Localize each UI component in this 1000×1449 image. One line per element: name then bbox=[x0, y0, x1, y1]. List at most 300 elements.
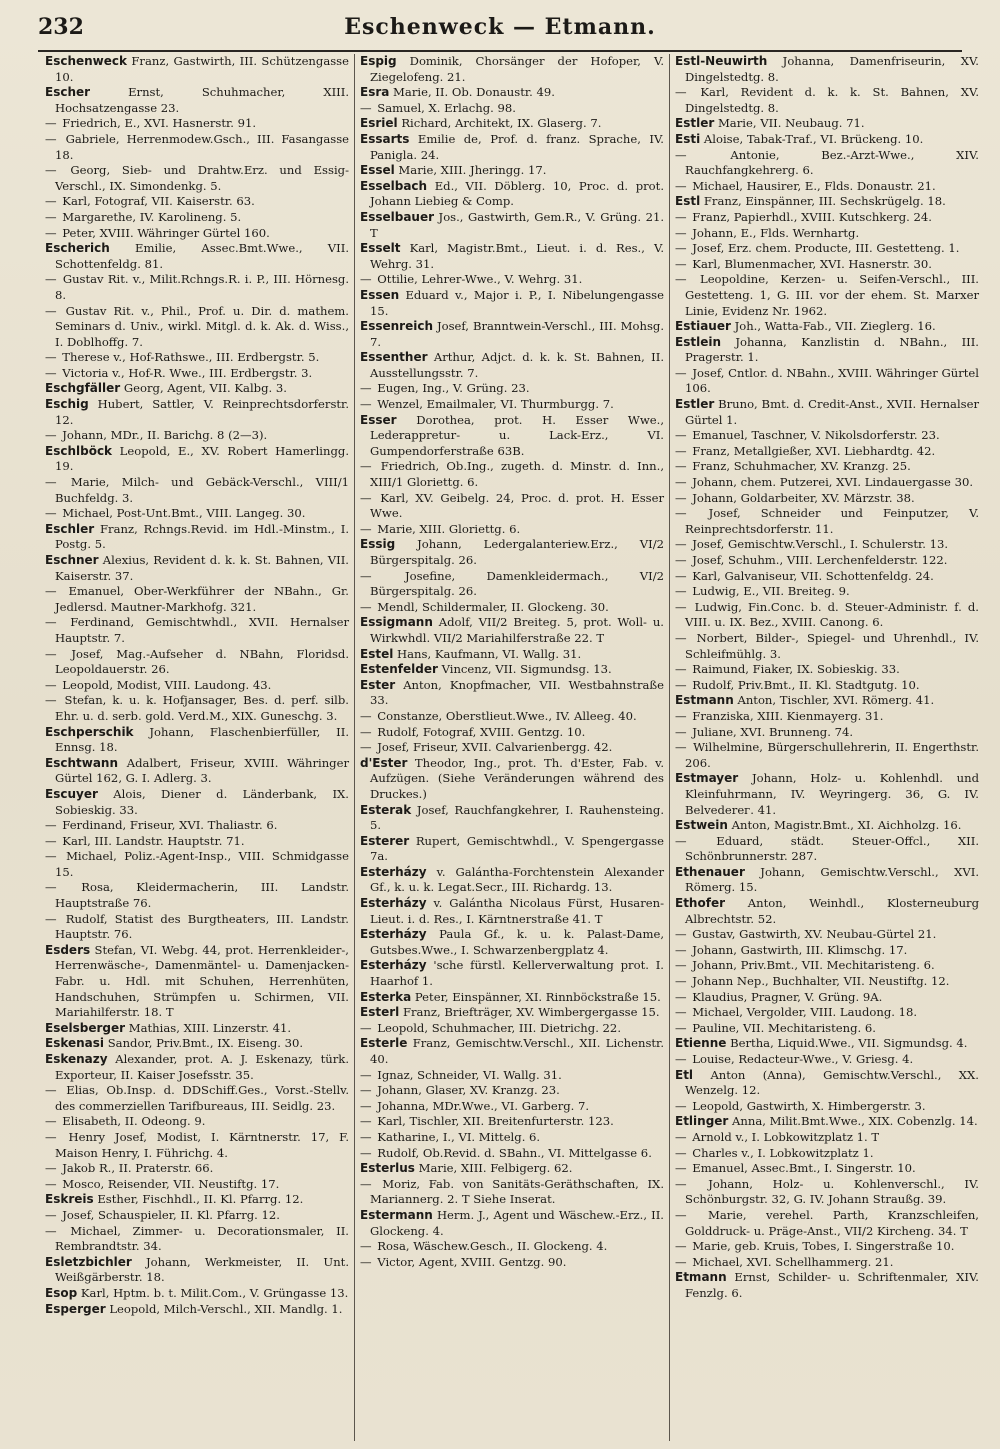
directory-entry bbox=[675, 506, 979, 537]
entry-details: Anton, Magistr.Bmt., XI. Aichholzg. 16. bbox=[731, 818, 962, 833]
entry-surname: Esterházy bbox=[360, 864, 427, 879]
ditto-dash: — bbox=[675, 272, 687, 287]
directory-entry bbox=[675, 1177, 979, 1208]
directory-entry bbox=[360, 1036, 664, 1067]
directory-entry bbox=[360, 615, 664, 646]
directory-entry bbox=[360, 491, 664, 522]
ditto-dash: — bbox=[45, 163, 57, 178]
directory-entry bbox=[45, 522, 349, 553]
directory-entry bbox=[360, 1083, 664, 1099]
entry-details: v. Galántha-Forchtenstein Alexander Gf., k. u. k. Legat.Secr., III. Richardg. 13. bbox=[370, 864, 665, 895]
ditto-dash: — bbox=[45, 272, 57, 287]
entry-details: 'sche fürstl. Kellerverwaltung prot. I. Haarhof 1. bbox=[370, 958, 664, 989]
directory-entry bbox=[45, 725, 349, 756]
directory-entry bbox=[360, 1255, 664, 1271]
directory-entry bbox=[360, 459, 664, 490]
entry-details: Marie, XIII. Gloriettg. 6. bbox=[377, 521, 521, 536]
entry-details: Esther, Fischhdl., II. Kl. Pfarrg. 12. bbox=[97, 1192, 304, 1207]
directory-entry bbox=[675, 958, 979, 974]
ditto-dash: — bbox=[675, 537, 687, 552]
entry-details: Peter, XVIII. Währinger Gürtel 160. bbox=[62, 225, 270, 240]
entry-details: Karl, Blumenmacher, XVI. Hasnerstr. 30. bbox=[692, 256, 932, 271]
entry-details: Karl, Revident d. k. k. St. Bahnen, XV. Dingelstedtg. 8. bbox=[685, 85, 980, 115]
directory-entry bbox=[45, 756, 349, 787]
entry-surname: Eschlböck bbox=[45, 443, 113, 458]
directory-entry bbox=[45, 475, 349, 506]
directory-entry bbox=[675, 475, 979, 491]
directory-entry bbox=[675, 54, 979, 85]
entry-details: Karl, Magistr.Bmt., Lieut. i. d. Res., V. Wehrg. 31. bbox=[370, 241, 664, 271]
entry-details: Anton (Anna), Gemischtw.Verschl., XX. Wenzelg. 12. bbox=[685, 1067, 979, 1098]
entry-surname: Espig bbox=[360, 54, 397, 68]
entry-details: Josef, Schauspieler, II. Kl. Pfarrg. 12. bbox=[62, 1207, 280, 1222]
entry-details: Eugen, Ing., V. Grüng. 23. bbox=[377, 381, 530, 396]
directory-entry bbox=[45, 132, 349, 163]
directory-entry bbox=[45, 85, 349, 116]
directory-entry bbox=[360, 1021, 664, 1037]
ditto-dash: — bbox=[675, 365, 687, 380]
entry-details: Emanuel, Ober-Werkführer der NBahn., Gr. Jedlersd. Mautner-Markhofg. 321. bbox=[55, 584, 349, 614]
directory-entry bbox=[675, 1146, 979, 1162]
entry-details: Georg, Sieb- und Drahtw.Erz. und Essig-Verschl., IX. Simondenkg. 5. bbox=[55, 163, 349, 193]
entry-details: Alois, Diener d. Länderbank, IX. Sobieskig. 33. bbox=[55, 786, 349, 817]
entry-details: Katharine, I., VI. Mittelg. 6. bbox=[377, 1129, 541, 1144]
directory-entry bbox=[45, 1021, 349, 1037]
entry-surname: Escherich bbox=[45, 241, 110, 256]
directory-entry bbox=[360, 1239, 664, 1255]
entry-surname: d'Ester bbox=[360, 755, 408, 770]
entry-surname: Estmann bbox=[675, 693, 734, 708]
entry-details: Karl, Hptm. b. t. Milit.Com., V. Grüngasse 13. bbox=[80, 1285, 349, 1300]
entry-surname: Ethofer bbox=[675, 896, 725, 911]
directory-entry bbox=[360, 756, 664, 803]
directory-entry bbox=[45, 428, 349, 444]
entry-surname: Estler bbox=[675, 116, 715, 131]
entry-surname: Etmann bbox=[675, 1270, 727, 1285]
entry-details: Josef, Friseur, XVII. Calvarienbergg. 42. bbox=[377, 740, 613, 755]
directory-entry bbox=[675, 1239, 979, 1255]
ditto-dash: — bbox=[675, 568, 687, 583]
entry-details: Ferdinand, Friseur, XVI. Thaliastr. 6. bbox=[62, 818, 278, 833]
entry-details: Marie, VII. Neubaug. 71. bbox=[717, 116, 865, 131]
entry-details: Karl, Fotograf, VII. Kaiserstr. 63. bbox=[62, 194, 255, 209]
ditto-dash: — bbox=[360, 459, 372, 474]
directory-entry bbox=[675, 865, 979, 896]
entry-details: Anton, Tischler, XVI. Römerg. 41. bbox=[737, 693, 935, 708]
ditto-dash: — bbox=[360, 100, 372, 115]
ditto-dash: — bbox=[675, 630, 687, 645]
directory-entry bbox=[45, 210, 349, 226]
entry-details: Anton, Weinhdl., Klosterneuburg Albrechtstr. 52. bbox=[685, 896, 979, 926]
entry-details: Gustav, Gastwirth, XV. Neubau-Gürtel 21. bbox=[692, 927, 937, 942]
ditto-dash: — bbox=[360, 1129, 372, 1144]
directory-entry bbox=[45, 397, 349, 428]
entry-details: Franz, Rchngs.Revid. im Hdl.-Minstm., I. Postg. 5. bbox=[55, 521, 350, 552]
entry-details: Victor, Agent, XVIII. Gentzg. 90. bbox=[377, 1254, 567, 1269]
entry-surname: Essig bbox=[360, 537, 396, 552]
directory-entry bbox=[45, 1161, 349, 1177]
entry-details: Marie, geb. Kruis, Tobes, I. Singerstraße 10. bbox=[692, 1239, 955, 1254]
entry-surname: Esterlus bbox=[360, 1161, 415, 1176]
entry-details: Alexander, prot. A. J. Eskenazy, türk. Exporteur, II. Kaiser Josefsstr. 35. bbox=[55, 1052, 350, 1082]
entry-details: Johann, Ledergalanteriew.Erz., VI/2 Bürgerspitalg. 26. bbox=[370, 537, 664, 567]
directory-entry bbox=[360, 740, 664, 756]
entry-surname: Estl bbox=[675, 194, 701, 209]
entry-surname: Eskenasi bbox=[45, 1036, 105, 1051]
entry-surname: Estwein bbox=[675, 818, 728, 833]
entry-details: Rosa, Kleidermacherin, III. Landstr. Hauptstraße 76. bbox=[55, 880, 349, 911]
entry-details: Josef, Gemischtw.Verschl., I. Schulerstr. 13. bbox=[692, 537, 949, 552]
directory-entry bbox=[45, 615, 349, 646]
entry-details: Aloise, Tabak-Traf., VI. Brückeng. 10. bbox=[703, 131, 924, 146]
ditto-dash: — bbox=[45, 911, 57, 926]
ditto-dash: — bbox=[360, 740, 372, 755]
directory-entry bbox=[675, 1208, 979, 1239]
directory-entry bbox=[360, 865, 664, 896]
directory-entry bbox=[45, 818, 349, 834]
entry-details: Elias, Ob.Insp. d. DDSchiff.Ges., Vorst.-Stellv. des commerziellen Tarifbureaus, III. Seidlg. 23. bbox=[55, 1083, 350, 1113]
entry-surname: Esselbach bbox=[360, 178, 428, 193]
directory-entry bbox=[675, 927, 979, 943]
ditto-dash: — bbox=[45, 350, 57, 365]
directory-entry bbox=[360, 600, 664, 616]
directory-entry bbox=[675, 990, 979, 1006]
ditto-dash: — bbox=[675, 974, 687, 989]
directory-entry bbox=[675, 272, 979, 319]
directory-entry bbox=[675, 257, 979, 273]
directory-entry bbox=[45, 1177, 349, 1193]
ditto-dash: — bbox=[675, 1129, 687, 1144]
entry-details: Johann Nep., Buchhalter, VII. Neustiftg. 12. bbox=[692, 974, 950, 989]
entry-details: Arnold v., I. Lobkowitzplatz 1. T bbox=[692, 1129, 880, 1144]
directory-entry bbox=[675, 1005, 979, 1021]
ditto-dash: — bbox=[675, 927, 687, 942]
directory-entry bbox=[45, 241, 349, 272]
directory-entry bbox=[675, 366, 979, 397]
directory-entry bbox=[675, 818, 979, 834]
ditto-dash: — bbox=[675, 1005, 687, 1020]
ditto-dash: — bbox=[45, 849, 57, 864]
ditto-dash: — bbox=[675, 553, 687, 567]
entry-details: Johann, Holz- u. Kohlenverschl., IV. Schönburgstr. 32, G. IV. Johann Straußg. 39. bbox=[685, 1176, 979, 1207]
directory-entry bbox=[675, 459, 979, 475]
entry-details: Ignaz, Schneider, VI. Wallg. 31. bbox=[377, 1067, 562, 1082]
directory-entry bbox=[360, 1161, 664, 1177]
ditto-dash: — bbox=[45, 693, 57, 708]
ditto-dash: — bbox=[45, 225, 57, 240]
entry-details: Johanna, Kanzlistin d. NBahn., III. Pragerstr. 1. bbox=[685, 334, 979, 365]
directory-entry bbox=[45, 506, 349, 522]
entry-surname: Esterka bbox=[360, 989, 412, 1004]
entry-details: Elisabeth, II. Odeong. 9. bbox=[62, 1114, 206, 1129]
entry-details: Karl, III. Landstr. Hauptstr. 71. bbox=[62, 833, 245, 848]
entry-details: Josef, Schneider und Feinputzer, V. Reinprechtsdorferstr. 11. bbox=[685, 506, 980, 536]
entry-details: Johann, Gastwirth, III. Klimschg. 17. bbox=[692, 942, 908, 957]
directory-entry bbox=[675, 1130, 979, 1146]
ditto-dash: — bbox=[45, 131, 57, 146]
directory-entry bbox=[360, 927, 664, 958]
entry-details: Michael, Hausirer, E., Flds. Donaustr. 21. bbox=[692, 178, 936, 193]
ditto-dash: — bbox=[360, 490, 372, 505]
directory-entry bbox=[360, 116, 664, 132]
entry-surname: Esterházy bbox=[360, 927, 427, 942]
directory-entry bbox=[675, 553, 979, 569]
entry-surname: Esterházy bbox=[360, 958, 427, 973]
entry-surname: Esterer bbox=[360, 833, 410, 848]
entry-surname: Esterházy bbox=[360, 896, 427, 911]
directory-entry bbox=[675, 179, 979, 195]
entry-details: Emanuel, Assec.Bmt., I. Singerstr. 10. bbox=[692, 1161, 916, 1176]
ditto-dash: — bbox=[45, 1223, 57, 1238]
entry-surname: Esra bbox=[360, 85, 390, 100]
directory-entry bbox=[675, 1052, 979, 1068]
entry-surname: Esterl bbox=[360, 1005, 400, 1020]
entry-details: Michael, Poliz.-Agent-Insp., VIII. Schmidgasse 15. bbox=[55, 849, 349, 879]
directory-entry bbox=[45, 1224, 349, 1255]
directory-entry bbox=[45, 849, 349, 880]
ditto-dash: — bbox=[675, 475, 687, 490]
ditto-dash: — bbox=[45, 1114, 57, 1129]
entry-details: Anton, Knopfmacher, VII. Westbahnstraße 33. bbox=[370, 677, 665, 708]
entry-details: Josefine, Damenkleidermach., VI/2 Bürgerspitalg. 26. bbox=[370, 568, 665, 599]
entry-details: Karl, Galvaniseur, VII. Schottenfeldg. 24. bbox=[692, 568, 934, 583]
directory-entry bbox=[45, 834, 349, 850]
ditto-dash: — bbox=[675, 1145, 687, 1160]
entry-details: Eduard, städt. Steuer-Offcl., XII. Schönbrunnerstr. 287. bbox=[685, 833, 979, 864]
entry-details: Franz, Briefträger, XV. Wimbergergasse 15. bbox=[402, 1005, 660, 1020]
entry-details: Friedrich, Ob.Ing., zugeth. d. Minstr. d. Inn., XIII/1 Gloriettg. 6. bbox=[370, 459, 665, 490]
entry-details: Raimund, Fiaker, IX. Sobieskig. 33. bbox=[692, 662, 900, 677]
entry-details: Paula Gf., k. u. k. Palast-Dame, Gutsbes.Wwe., I. Schwarzenbergplatz 4. bbox=[370, 927, 665, 957]
directory-entry bbox=[45, 1052, 349, 1083]
directory-columns bbox=[40, 54, 984, 1441]
entry-details: Franz, Gastwirth, III. Schützengasse 10. bbox=[55, 54, 349, 84]
entry-details: Leopold, E., XV. Robert Hamerlingg. 19. bbox=[55, 443, 350, 474]
entry-details: Wilhelmine, Bürgerschullehrerin, II. Engerthstr. 206. bbox=[685, 740, 979, 770]
ditto-dash: — bbox=[360, 1020, 372, 1035]
entry-details: Franz, Einspänner, III. Sechskrügelg. 18. bbox=[703, 194, 946, 209]
entry-details: Rudolf, Priv.Bmt., II. Kl. Stadtgutg. 10. bbox=[692, 677, 920, 692]
directory-entry bbox=[360, 350, 664, 381]
entry-details: Rupert, Gemischtwhdl., V. Spengergasse 7a. bbox=[370, 833, 664, 864]
ditto-dash: — bbox=[360, 568, 372, 583]
directory-entry bbox=[675, 428, 979, 444]
entry-details: Alexius, Revident d. k. k. St. Bahnen, VII. Kaiserstr. 37. bbox=[55, 553, 349, 583]
ditto-dash: — bbox=[45, 1129, 57, 1144]
directory-entry bbox=[675, 1255, 979, 1271]
directory-entry bbox=[675, 662, 979, 678]
entry-details: Rudolf, Ob.Revid. d. SBahn., VI. Mittelgasse 6. bbox=[377, 1145, 652, 1160]
entry-surname: Essenreich bbox=[360, 319, 433, 334]
ditto-dash: — bbox=[675, 1207, 687, 1222]
directory-entry bbox=[45, 381, 349, 397]
directory-entry bbox=[45, 693, 349, 724]
entry-details: Adolf, VII/2 Breiteg. 5, prot. Woll- u. Wirkwhdl. VII/2 Mariahilferstraße 22. T bbox=[370, 615, 664, 645]
entry-details: Friedrich, E., XVI. Hasnerstr. 91. bbox=[62, 116, 257, 131]
entry-details: Vincenz, VII. Sigmundsg. 13. bbox=[441, 662, 612, 677]
entry-details: Jos., Gastwirth, Gem.R., V. Grüng. 21. T bbox=[370, 209, 665, 240]
ditto-dash: — bbox=[45, 1207, 57, 1222]
entry-details: Peter, Einspänner, XI. Rinnböckstraße 15. bbox=[414, 989, 661, 1004]
entry-details: Johann, MDr., II. Barichg. 8 (2—3). bbox=[62, 428, 268, 443]
ditto-dash: — bbox=[360, 1254, 372, 1269]
entry-surname: Esselt bbox=[360, 241, 401, 256]
entry-details: Michael, Vergolder, VIII. Laudong. 18. bbox=[692, 1005, 918, 1020]
entry-details: Franz, Gemischtw.Verschl., XII. Lichenstr. 40. bbox=[370, 1036, 664, 1066]
entry-details: Rudolf, Fotograf, XVIII. Gentzg. 10. bbox=[377, 724, 586, 739]
entry-details: Stefan, k. u. k. Hofjansager, Bes. d. perf. silb. Ehr. u. d. serb. gold. Verd.M., XIX. Guneschg. 3. bbox=[55, 693, 349, 723]
ditto-dash: — bbox=[360, 521, 372, 536]
entry-details: Ferdinand, Gemischtwhdl., XVII. Hernalser Hauptstr. 7. bbox=[55, 615, 349, 645]
entry-surname: Estel bbox=[360, 646, 394, 661]
entry-surname: Esders bbox=[45, 942, 91, 957]
ditto-dash: — bbox=[45, 209, 57, 224]
entry-details: Marie, verehel. Parth, Kranzschleifen, Golddruck- u. Präge-Anst., VII/2 Kircheng. 34. T bbox=[685, 1207, 979, 1238]
entry-surname: Esperger bbox=[45, 1301, 106, 1316]
entry-details: Sandor, Priv.Bmt., IX. Eiseng. 30. bbox=[107, 1036, 304, 1051]
ditto-dash: — bbox=[675, 490, 687, 505]
directory-entry bbox=[675, 335, 979, 366]
directory-entry bbox=[45, 1114, 349, 1130]
ditto-dash: — bbox=[675, 209, 687, 224]
entry-surname: Escuyer bbox=[45, 786, 98, 801]
ditto-dash: — bbox=[675, 506, 687, 521]
entry-details: Johann, Gemischtw.Verschl., XVI. Römerg. 15. bbox=[685, 864, 979, 895]
entry-details: Hubert, Sattler, V. Reinprechtsdorferstr. 12. bbox=[55, 397, 350, 427]
directory-entry bbox=[45, 584, 349, 615]
ditto-dash: — bbox=[45, 1176, 57, 1191]
entry-surname: Esti bbox=[675, 131, 701, 146]
entry-surname: Ethenauer bbox=[675, 864, 745, 879]
directory-entry bbox=[360, 241, 664, 272]
directory-entry bbox=[360, 163, 664, 179]
entry-details: Georg, Agent, VII. Kalbg. 3. bbox=[123, 381, 287, 396]
directory-entry bbox=[360, 569, 664, 600]
entry-details: Arthur, Adjct. d. k. k. St. Bahnen, II. Ausstellungsstr. 7. bbox=[370, 350, 665, 380]
entry-surname: Essigmann bbox=[360, 615, 433, 630]
entry-surname: Estlein bbox=[675, 334, 721, 349]
directory-entry bbox=[675, 210, 979, 226]
ditto-dash: — bbox=[45, 880, 57, 895]
entry-details: Theodor, Ing., prot. Th. d'Ester, Fab. v. Aufzügen. (Siehe Veränderungen während des Druckes.) bbox=[370, 755, 664, 801]
directory-entry bbox=[360, 1005, 664, 1021]
column-2 bbox=[355, 54, 670, 1441]
entry-surname: Eschtwann bbox=[45, 755, 119, 770]
directory-entry bbox=[360, 101, 664, 117]
directory-entry bbox=[675, 693, 979, 709]
entry-details: Eduard v., Major i. P., I. Nibelungengasse 15. bbox=[370, 287, 664, 318]
ditto-dash: — bbox=[675, 740, 687, 755]
directory-entry bbox=[675, 725, 979, 741]
entry-details: Rosa, Wäschew.Gesch., II. Glockeng. 4. bbox=[377, 1239, 608, 1254]
entry-details: Johann, E., Flds. Wernhartg. bbox=[692, 225, 860, 240]
entry-details: Jakob R., II. Praterstr. 66. bbox=[62, 1161, 214, 1176]
ditto-dash: — bbox=[675, 85, 687, 100]
ditto-dash: — bbox=[45, 428, 57, 443]
directory-entry bbox=[45, 1192, 349, 1208]
entry-details: Margarethe, IV. Karolineng. 5. bbox=[62, 209, 242, 224]
directory-entry bbox=[675, 943, 979, 959]
ditto-dash: — bbox=[360, 1176, 372, 1191]
ditto-dash: — bbox=[360, 1098, 372, 1113]
entry-details: Ludwig, E., VII. Breiteg. 9. bbox=[692, 584, 850, 599]
entry-details: Mosco, Reisender, VII. Neustiftg. 17. bbox=[62, 1176, 280, 1191]
entry-details: Emilie, Assec.Bmt.Wwe., VII. Schottenfeldg. 81. bbox=[55, 241, 349, 271]
entry-details: Franz, Metallgießer, XVI. Liebhardtg. 42. bbox=[692, 443, 936, 458]
directory-entry bbox=[675, 771, 979, 818]
directory-entry bbox=[360, 1068, 664, 1084]
directory-entry bbox=[360, 725, 664, 741]
entry-surname: Estermann bbox=[360, 1207, 433, 1222]
entry-details: Ernst, Schuhmacher, XIII. Hochsatzengasse 23. bbox=[55, 85, 349, 115]
entry-surname: Eschler bbox=[45, 521, 95, 536]
ditto-dash: — bbox=[675, 1161, 687, 1176]
directory-entry bbox=[360, 990, 664, 1006]
entry-details: Dominik, Chorsänger der Hofoper, V. Ziegelofeng. 21. bbox=[370, 54, 665, 84]
directory-entry bbox=[360, 132, 664, 163]
entry-details: Johann, Priv.Bmt., VII. Mechitaristeng. 6. bbox=[692, 958, 935, 973]
ditto-dash: — bbox=[360, 708, 372, 723]
entry-details: Richard, Architekt, IX. Glaserg. 7. bbox=[401, 116, 602, 131]
directory-entry bbox=[675, 537, 979, 553]
entry-details: Pauline, VII. Mechitaristeng. 6. bbox=[692, 1020, 876, 1035]
ditto-dash: — bbox=[45, 1161, 57, 1176]
directory-entry bbox=[45, 1036, 349, 1052]
entry-details: Johann, Werkmeister, II. Unt. Weißgärberstr. 18. bbox=[55, 1254, 350, 1285]
directory-entry bbox=[675, 491, 979, 507]
ditto-dash: — bbox=[675, 708, 687, 723]
directory-entry bbox=[360, 537, 664, 568]
entry-details: Johann, Glaser, XV. Kranzg. 23. bbox=[377, 1083, 560, 1098]
directory-entry bbox=[675, 148, 979, 179]
entry-details: Louise, Redacteur-Wwe., V. Griesg. 4. bbox=[692, 1052, 914, 1066]
ditto-dash: — bbox=[45, 475, 57, 490]
ditto-dash: — bbox=[675, 241, 687, 256]
directory-entry bbox=[675, 194, 979, 210]
entry-details: Constanze, Oberstlieut.Wwe., IV. Alleeg. 40. bbox=[377, 708, 637, 723]
directory-entry bbox=[675, 600, 979, 631]
directory-entry bbox=[45, 226, 349, 242]
entry-details: Charles v., I. Lobkowitzplatz 1. bbox=[692, 1145, 874, 1160]
entry-details: Ottilie, Lehrer-Wwe., V. Wehrg. 31. bbox=[377, 272, 583, 287]
directory-entry bbox=[360, 397, 664, 413]
entry-details: Marie, XIII. Jheringg. 17. bbox=[398, 163, 547, 178]
running-title: Eschenweck — Etmann. bbox=[344, 14, 656, 40]
directory-entry bbox=[675, 444, 979, 460]
entry-surname: Eskreis bbox=[45, 1192, 94, 1207]
directory-entry bbox=[45, 678, 349, 694]
entry-details: Marie, II. Ob. Donaustr. 49. bbox=[393, 85, 555, 100]
directory-entry bbox=[360, 522, 664, 538]
entry-surname: Estenfelder bbox=[360, 662, 438, 677]
entry-surname: Eschgfäller bbox=[45, 381, 121, 396]
entry-surname: Eselsberger bbox=[45, 1020, 126, 1035]
directory-entry bbox=[360, 288, 664, 319]
entry-details: Rudolf, Statist des Burgtheaters, III. Landstr. Hauptstr. 76. bbox=[55, 911, 349, 942]
ditto-dash: — bbox=[360, 1067, 372, 1082]
directory-entry bbox=[45, 54, 349, 85]
directory-entry bbox=[45, 116, 349, 132]
directory-entry bbox=[675, 1114, 979, 1130]
entry-surname: Esterle bbox=[360, 1036, 408, 1051]
ditto-dash: — bbox=[675, 459, 687, 474]
entry-surname: Etlinger bbox=[675, 1114, 729, 1129]
entry-surname: Esterak bbox=[360, 802, 412, 817]
entry-details: Franz, Papierhdl., XVIII. Kutschkerg. 24. bbox=[692, 209, 932, 224]
directory-entry bbox=[45, 194, 349, 210]
entry-surname: Esop bbox=[45, 1285, 78, 1300]
entry-details: Johann, chem. Putzerei, XVI. Lindauergasse 30. bbox=[692, 475, 974, 490]
